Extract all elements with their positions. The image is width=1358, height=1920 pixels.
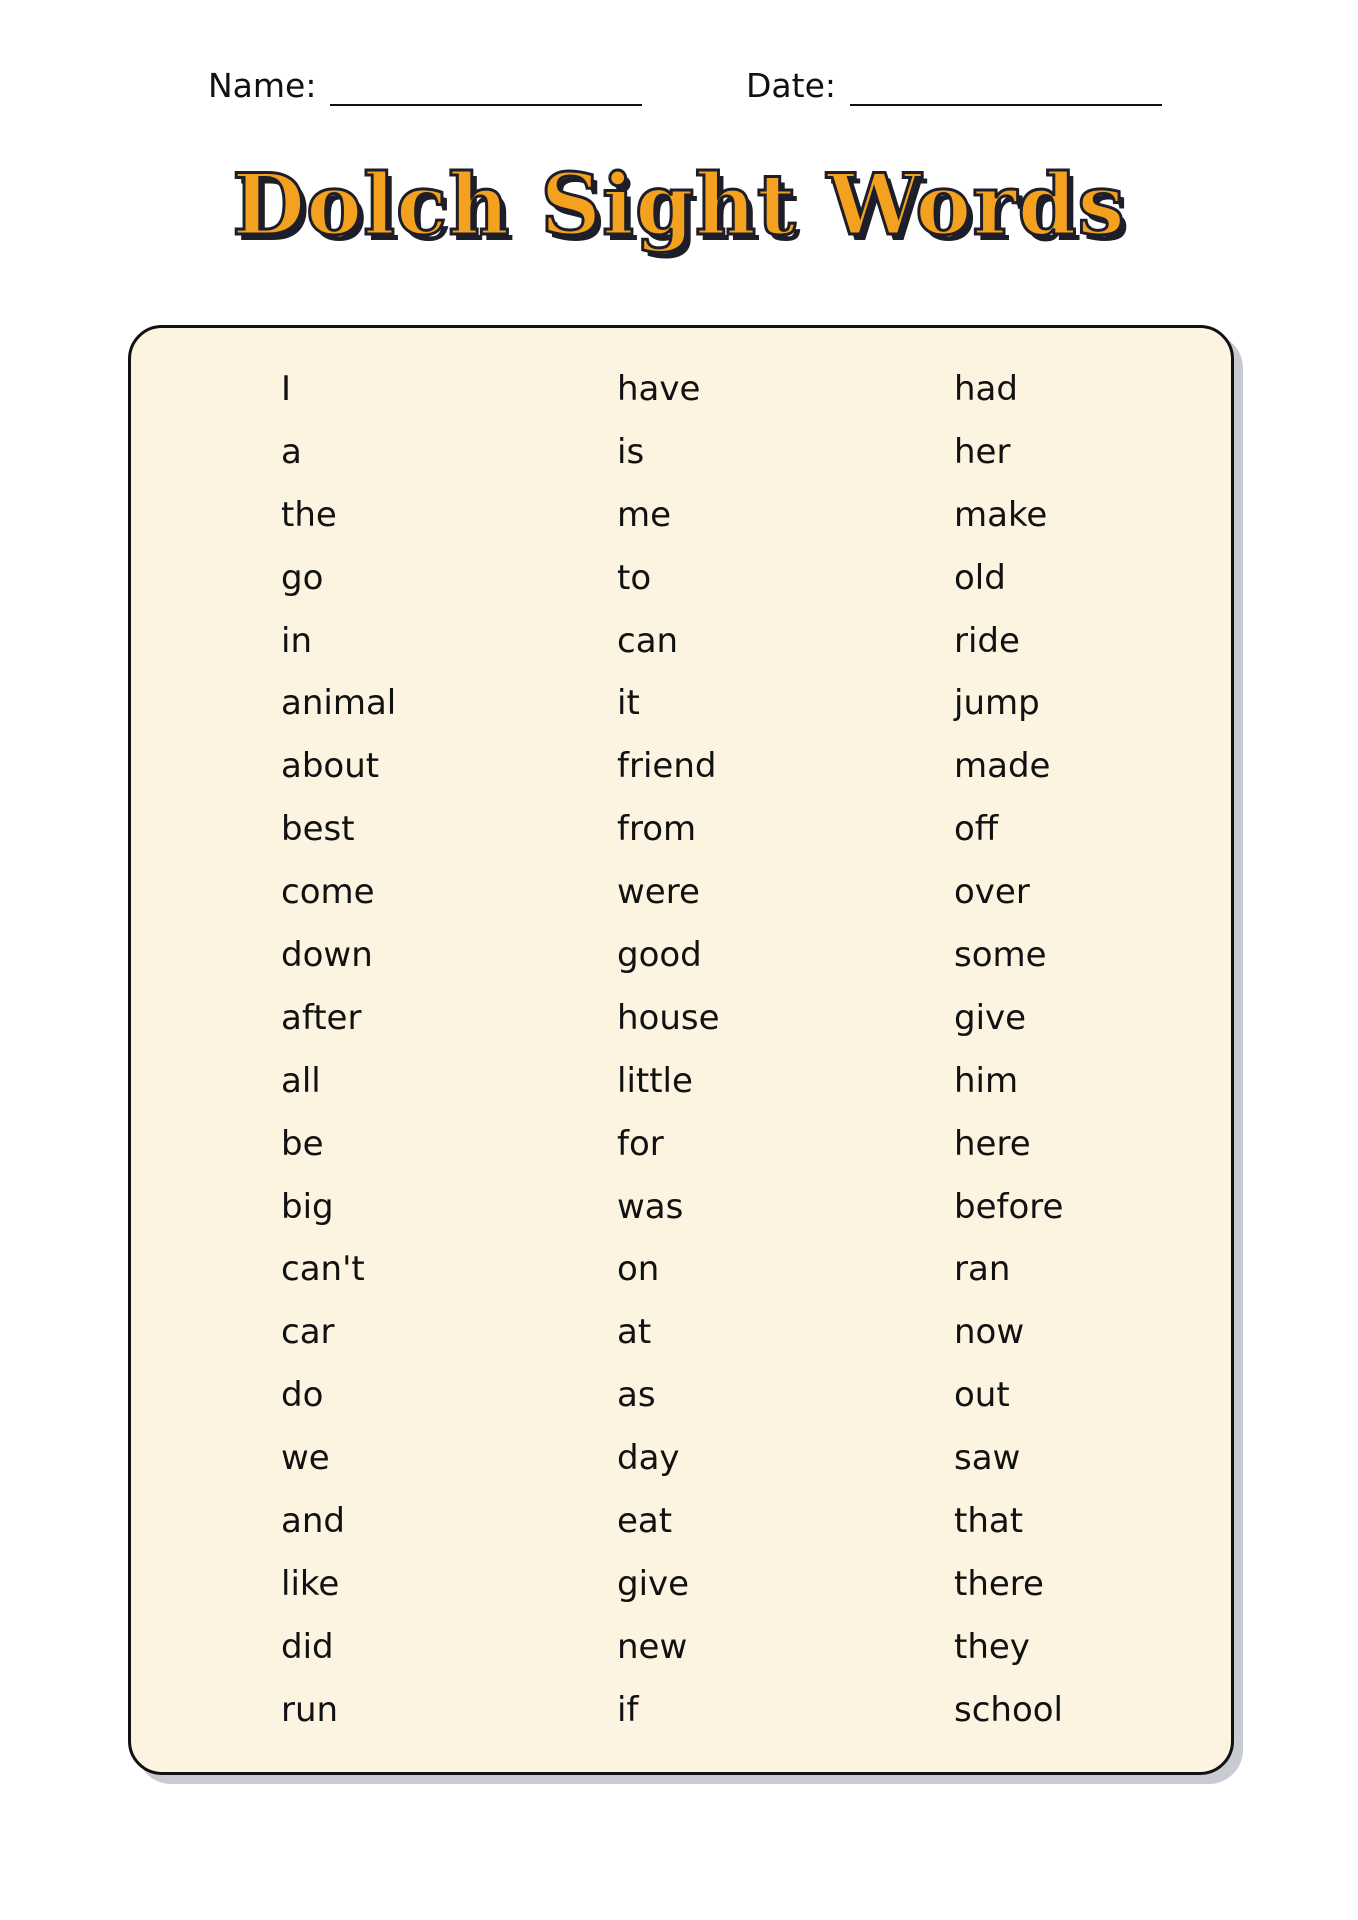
sight-word: little: [617, 1060, 693, 1101]
sight-word: before: [954, 1186, 1064, 1227]
sight-word: off: [954, 809, 999, 850]
sight-word: have: [617, 369, 701, 409]
sight-word: house: [617, 997, 720, 1038]
sight-word: had: [954, 369, 1018, 409]
sight-word: here: [954, 1123, 1031, 1164]
sight-word: run: [281, 1689, 339, 1730]
sight-word: over: [954, 872, 1030, 913]
worksheet-header: [0, 64, 1358, 124]
sight-word: for: [617, 1123, 664, 1164]
sight-word: school: [954, 1689, 1064, 1730]
sight-word: was: [617, 1186, 684, 1227]
name-write-line[interactable]: [330, 104, 642, 106]
sight-word: big: [281, 1186, 334, 1227]
sight-word: I: [281, 369, 292, 409]
sight-word: were: [617, 872, 700, 913]
sight-word: they: [954, 1626, 1030, 1667]
sight-word: on: [617, 1249, 660, 1290]
sight-word: that: [954, 1501, 1024, 1542]
sight-word: day: [617, 1438, 680, 1479]
sight-word: old: [954, 557, 1006, 598]
date-field: [746, 64, 1162, 108]
sight-word: in: [281, 620, 312, 661]
sight-word: come: [281, 872, 375, 913]
sight-word: can: [617, 620, 679, 661]
sight-word: new: [617, 1626, 688, 1667]
sight-word: me: [617, 494, 672, 535]
sight-word: friend: [617, 746, 717, 787]
sight-word: car: [281, 1312, 335, 1353]
sight-word: make: [954, 494, 1048, 535]
sight-word: if: [617, 1689, 639, 1730]
sight-word: all: [281, 1060, 321, 1101]
sight-word: be: [281, 1123, 324, 1164]
sight-word: it: [617, 683, 640, 724]
sight-word: give: [617, 1563, 690, 1604]
sight-word: him: [954, 1060, 1019, 1101]
sight-word: ride: [954, 620, 1020, 661]
date-write-line[interactable]: [850, 104, 1162, 106]
sight-word: give: [954, 997, 1027, 1038]
page-title: Dolch Sight Words: [232, 155, 1126, 254]
sight-word: at: [617, 1312, 652, 1353]
sight-word: a: [281, 431, 302, 472]
word-column-3: [954, 358, 1063, 1742]
sight-word: to: [617, 557, 652, 598]
sight-word: ran: [954, 1249, 1011, 1290]
sight-word: jump: [954, 683, 1040, 724]
sight-word: from: [617, 809, 697, 850]
word-column-1: [281, 358, 396, 1742]
sight-word: best: [281, 809, 355, 850]
sight-word: good: [617, 935, 702, 976]
sight-word: go: [281, 557, 324, 598]
sight-word: animal: [281, 683, 397, 724]
sight-word: as: [617, 1375, 656, 1416]
sight-word: down: [281, 935, 373, 976]
sight-word: some: [954, 935, 1047, 976]
sight-word: the: [281, 494, 337, 535]
sight-word: saw: [954, 1438, 1021, 1479]
sight-word: there: [954, 1563, 1044, 1604]
sight-word: out: [954, 1375, 1010, 1416]
word-column-2: [617, 358, 720, 1742]
name-label: Name:: [208, 66, 317, 105]
sight-word: did: [281, 1626, 334, 1667]
sight-word: do: [281, 1375, 324, 1416]
sight-word: her: [954, 431, 1011, 472]
date-label: Date:: [746, 66, 836, 105]
word-list-panel: [128, 325, 1234, 1775]
sight-word: and: [281, 1501, 345, 1542]
sight-word: about: [281, 746, 380, 787]
sight-word: eat: [617, 1501, 673, 1542]
sight-word: now: [954, 1312, 1025, 1353]
sight-word: like: [281, 1563, 340, 1604]
sight-word: after: [281, 997, 362, 1038]
sight-word: can't: [281, 1249, 365, 1290]
name-field: [208, 64, 642, 108]
sight-word: we: [281, 1438, 330, 1479]
sight-word: made: [954, 746, 1051, 787]
sight-word: is: [617, 431, 645, 472]
